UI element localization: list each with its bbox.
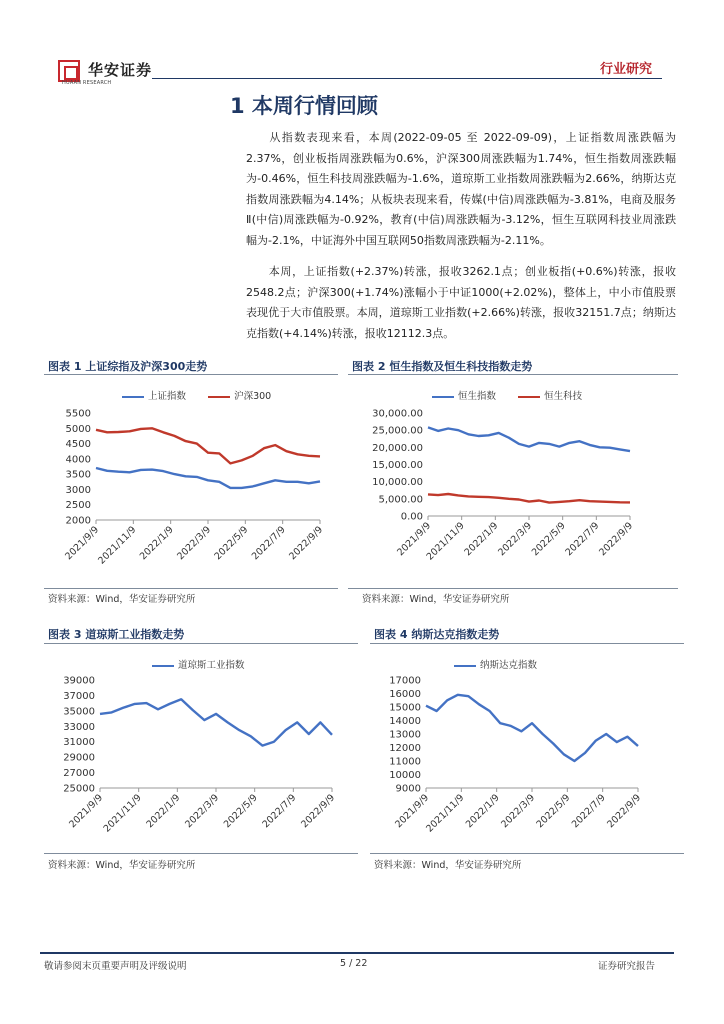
x-tick-label: 2022/7/9 [260, 792, 299, 831]
x-tick-label: 2021/11/9 [424, 792, 467, 835]
y-tick-label: 4500 [65, 439, 91, 451]
x-tick-label: 2022/1/9 [144, 792, 183, 831]
x-tick-label: 2021/9/9 [395, 520, 434, 559]
y-tick-label: 39000 [63, 675, 95, 687]
legend-swatch-hstech [518, 396, 540, 398]
x-tick-label: 2021/9/9 [63, 524, 102, 563]
legend-label-hsi: 恒生指数 [458, 391, 497, 402]
chart-1-legend [122, 388, 271, 402]
chart-3-bottom-rule [44, 853, 358, 854]
x-tick-label: 2022/1/9 [137, 524, 176, 563]
series-line-1 [428, 427, 630, 451]
paragraph-1-text: 从指数表现来看，本周(2022-09-05 至 2022-09-09)，上证指数周涨跌幅为2.37%，创业板指周涨跌幅为0.6%，沪深300周涨跌幅为1.74%，恒生指数周涨跌幅为-0.46%，恒生科技周涨跌幅为-1.6%，道琼斯工业指数周涨跌幅为2.66%，纳斯达克指数周涨跌幅为4.14%；从板块表现来看，传媒(中信)周涨跌幅为-3.81%，电商及服务Ⅱ(中信)周涨跌幅为-0.92%，教育(中信)周涨跌幅为-3.12%，恒生互联网科技业周涨跌幅为-2.1%，中证海外中国互联网50指数周涨跌幅为-2.11%。 [246, 131, 676, 247]
y-tick-label: 29000 [63, 752, 95, 764]
section-title: 1 本周行情回顾 [230, 94, 378, 118]
paragraph-2-text: 本周，上证指数(+2.37%)转涨，报收3262.1点；创业板指(+0.6%)转涨，报收2548.2点；沪深300(+1.74%)涨幅小于中证1000(+2.02%)，整体上，中小市值股票表现优于大市值股票。本周，道琼斯工业指数(+2.66%)转涨，报收32151.7点；纳斯达克指数(+4.14%)转涨，报收12112.3点。 [246, 265, 676, 340]
chart-4-title-rule [370, 643, 684, 644]
series-line-2 [428, 494, 630, 503]
y-tick-label: 11000 [389, 756, 421, 768]
chart-2-title: 图表 2 恒生指数及恒生科技指数走势 [352, 360, 533, 373]
legend-swatch-hsi [432, 396, 454, 398]
chart-1-title-rule [44, 374, 338, 375]
y-tick-label: 2500 [65, 500, 91, 512]
legend-swatch-shangzheng [122, 396, 144, 398]
x-tick-label: 2022/3/9 [496, 520, 535, 559]
y-tick-label: 35000 [63, 706, 95, 718]
y-tick-label: 16000 [389, 689, 421, 700]
y-tick-label: 13000 [389, 729, 421, 741]
chart-3-legend [152, 657, 245, 671]
chart-1-bottom-rule [44, 588, 338, 589]
x-tick-label: 2022/5/9 [534, 792, 573, 831]
y-tick-label: 10,000.00 [372, 477, 423, 489]
x-tick-label: 2021/11/9 [424, 520, 467, 563]
chart-2-source: 资料来源：Wind，华安证券研究所 [362, 594, 510, 605]
x-tick-label: 2021/9/9 [67, 792, 106, 831]
header-divider [152, 78, 662, 79]
legend-label-dji: 道琼斯工业指数 [178, 660, 245, 671]
legend-swatch-dji [152, 665, 174, 667]
paragraph-1 [246, 128, 676, 251]
chart-2-plot [348, 405, 678, 590]
chart-4-title: 图表 4 纳斯达克指数走势 [374, 628, 500, 641]
x-tick-label: 2022/7/9 [563, 520, 602, 559]
y-tick-label: 9000 [395, 783, 421, 795]
page-number: 5 / 22 [340, 958, 368, 969]
y-tick-label: 3000 [65, 484, 91, 496]
paragraph-2 [246, 262, 676, 344]
chart-1-title: 图表 1 上证综指及沪深300走势 [48, 360, 208, 373]
chart-4-plot [370, 672, 670, 852]
report-category: 行业研究 [599, 62, 652, 77]
chart-3-title-rule [44, 643, 358, 644]
chart-2-title-rule [348, 374, 678, 375]
legend-label-hs300: 沪深300 [234, 391, 272, 402]
logo-text: 华安证券 [88, 61, 153, 79]
chart-1-plot [44, 405, 334, 590]
chart-4-source: 资料来源：Wind，华安证券研究所 [374, 860, 522, 871]
chart-3-plot [44, 672, 344, 852]
chart-3-title: 图表 3 道琼斯工业指数走势 [48, 628, 185, 641]
footer-divider [40, 952, 674, 954]
y-tick-label: 12000 [389, 743, 421, 754]
footer-report-type: 证券研究报告 [598, 961, 656, 972]
legend-swatch-ixic [454, 665, 476, 667]
footer-disclaimer: 敬请参阅末页重要声明及评级说明 [44, 961, 187, 972]
y-tick-label: 30,000.00 [372, 408, 423, 420]
legend-label-ixic: 纳斯达克指数 [480, 660, 538, 671]
chart-4-bottom-rule [370, 853, 684, 854]
x-tick-label: 2022/9/9 [299, 792, 338, 831]
y-tick-label: 33000 [63, 721, 95, 733]
y-tick-label: 15000 [389, 702, 421, 714]
series-line-1 [100, 699, 332, 745]
x-tick-label: 2022/3/9 [499, 792, 538, 831]
x-tick-label: 2022/5/9 [221, 792, 260, 831]
x-tick-label: 2022/5/9 [529, 520, 568, 559]
logo-subtext: HUAAN RESEARCH [62, 80, 112, 86]
y-tick-label: 14000 [389, 716, 421, 727]
x-tick-label: 2021/11/9 [101, 792, 144, 835]
logo-mark-icon [58, 60, 80, 82]
y-tick-label: 20,000.00 [372, 442, 423, 454]
chart-4-legend [454, 657, 537, 671]
chart-2-bottom-rule [348, 588, 678, 589]
x-tick-label: 2022/7/9 [249, 524, 288, 563]
x-tick-label: 2022/9/9 [597, 520, 636, 559]
x-tick-label: 2022/3/9 [183, 792, 222, 831]
series-line-2 [96, 428, 320, 463]
y-tick-label: 5500 [65, 408, 91, 420]
y-tick-label: 4000 [65, 454, 91, 466]
y-tick-label: 0.00 [400, 511, 423, 523]
y-tick-label: 5000 [65, 423, 91, 435]
y-tick-label: 3500 [65, 469, 91, 481]
legend-label-shangzheng: 上证指数 [148, 391, 187, 402]
x-tick-label: 2022/9/9 [605, 792, 644, 831]
y-tick-label: 2000 [65, 515, 91, 527]
x-tick-label: 2022/5/9 [212, 524, 251, 563]
x-tick-label: 2022/1/9 [463, 792, 502, 831]
y-tick-label: 27000 [63, 768, 95, 780]
chart-2-legend [432, 388, 582, 402]
y-tick-label: 15,000.00 [372, 460, 423, 471]
x-tick-label: 2021/9/9 [393, 792, 432, 831]
y-tick-label: 25,000.00 [372, 425, 423, 437]
x-tick-label: 2021/11/9 [96, 524, 139, 567]
series-line-1 [96, 468, 320, 488]
y-tick-label: 17000 [389, 675, 421, 687]
y-tick-label: 25000 [63, 783, 95, 795]
x-tick-label: 2022/9/9 [287, 524, 326, 563]
legend-swatch-hs300 [208, 396, 230, 398]
y-tick-label: 37000 [63, 690, 95, 702]
series-line-1 [426, 695, 638, 761]
y-tick-label: 10000 [389, 770, 421, 781]
y-tick-label: 31000 [63, 737, 95, 749]
y-tick-label: 5,000.00 [378, 494, 423, 506]
x-tick-label: 2022/3/9 [175, 524, 214, 563]
legend-label-hstech: 恒生科技 [544, 391, 583, 402]
x-tick-label: 2022/7/9 [569, 792, 608, 831]
chart-3-source: 资料来源：Wind，华安证券研究所 [48, 860, 196, 871]
x-tick-label: 2022/1/9 [462, 520, 501, 559]
chart-1-source: 资料来源：Wind，华安证券研究所 [48, 594, 196, 605]
